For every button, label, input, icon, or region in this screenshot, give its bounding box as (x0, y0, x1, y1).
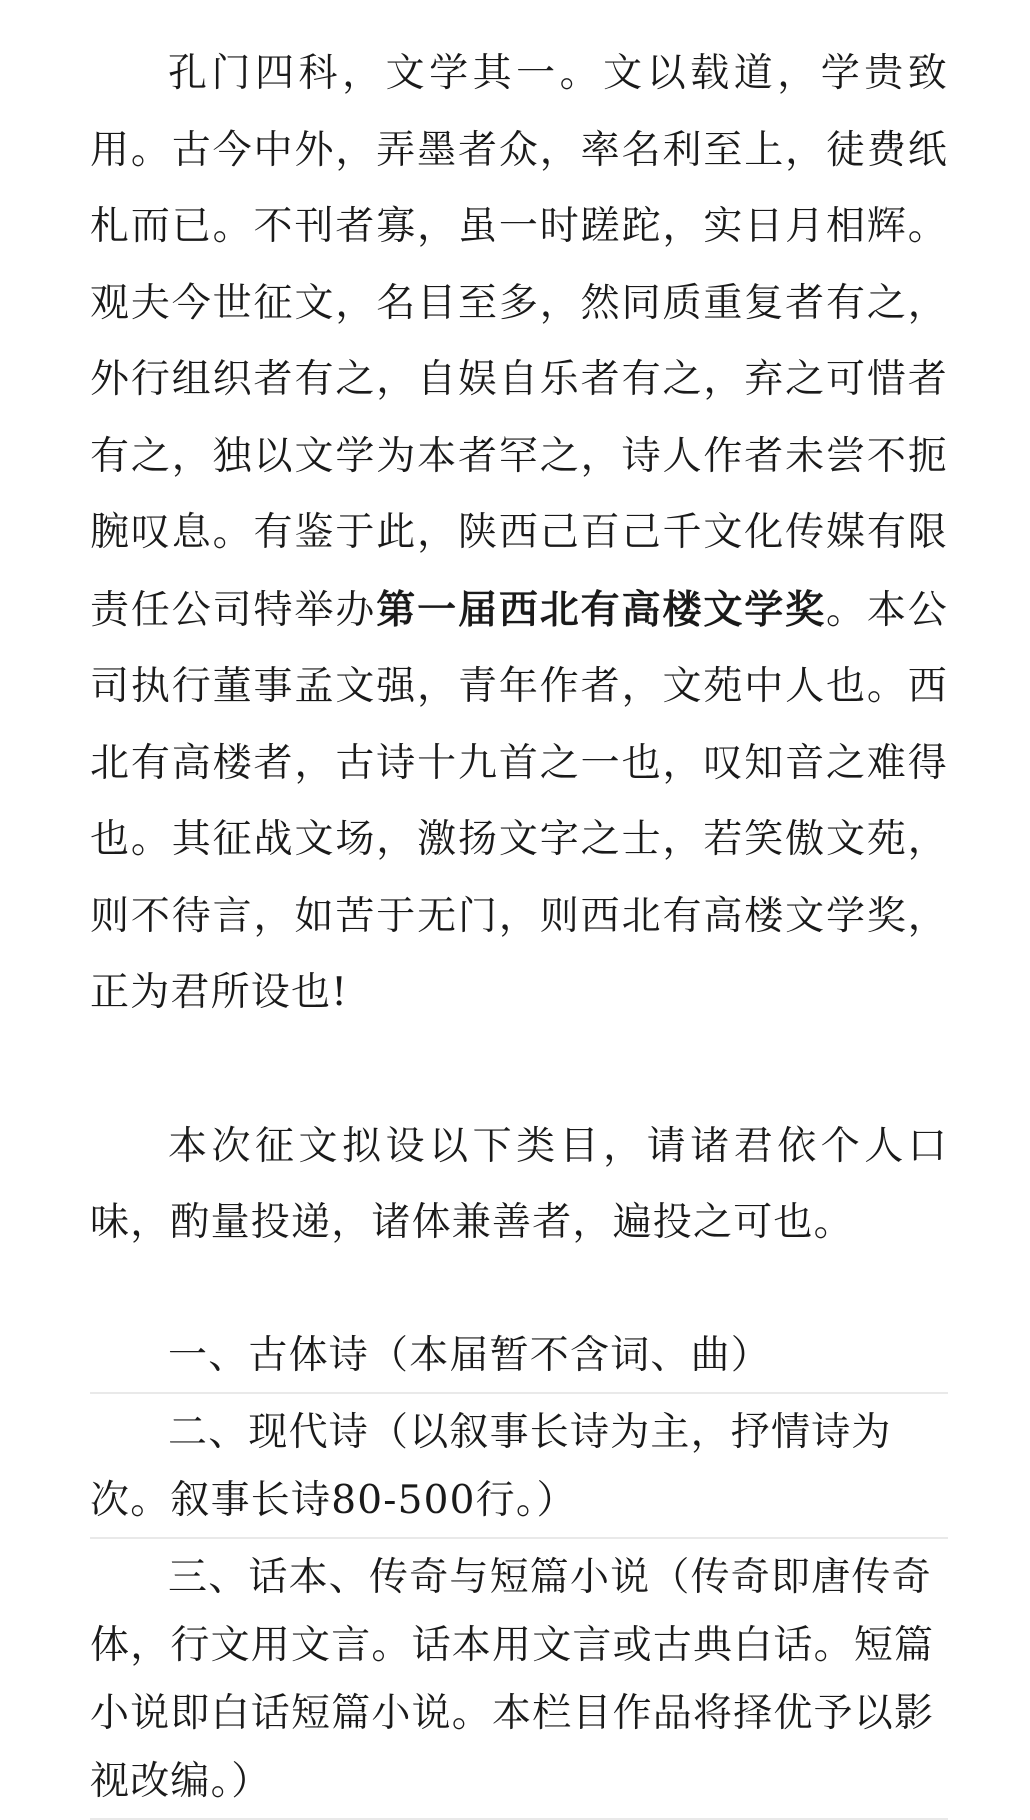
category-item-classical-poetry: 一、古体诗（本届暂不含词、曲） (90, 1317, 948, 1394)
intro-text-start: 孔门四科，文学其一。文以载道，学贵致用。古今中外，弄墨者众，率名利至上，徒费纸札而已。不刊者寡，虽一时蹉跎，实日月相辉。观夫今世征文，名目至多，然同质重复者有之，外行组织者有之，自娱自乐者有之，弃之可惜者有之，独以文学为本者罕之，诗人作者未尝不扼腕叹息。有鉴于此，陕西己百己千文化传媒有限责任公司特举办 (90, 51, 948, 633)
category-list (90, 1317, 948, 1820)
intro-text-end: 。本公司执行董事孟文强，青年作者，文苑中人也。西北有高楼者，古诗十九首之一也，叹知音之难得也。其征战文场，激扬文字之士，若笑傲文苑，则不待言，如苦于无门，则西北有高楼文学奖，正为君所设也! (90, 587, 948, 1015)
paragraph-spacer (90, 1262, 948, 1317)
paragraph-spacer (90, 1032, 948, 1109)
category-item-fiction: 三、话本、传奇与短篇小说（传奇即唐传奇体，行文用文言。话本用文言或古典白话。短篇小说即白话短篇小说。本栏目作品将择优予以影视改编。） (90, 1539, 948, 1820)
intro-paragraph (90, 36, 948, 1032)
categories-intro-paragraph: 本次征文拟设以下类目，请诸君依个人口味，酌量投递，诸体兼善者，遍投之可也。 (90, 1123, 948, 1245)
category-item-modern-poetry: 二、现代诗（以叙事长诗为主，抒情诗为次。叙事长诗80-500行。） (90, 1394, 948, 1539)
award-name: 第一届西北有高楼文学奖 (376, 586, 827, 633)
